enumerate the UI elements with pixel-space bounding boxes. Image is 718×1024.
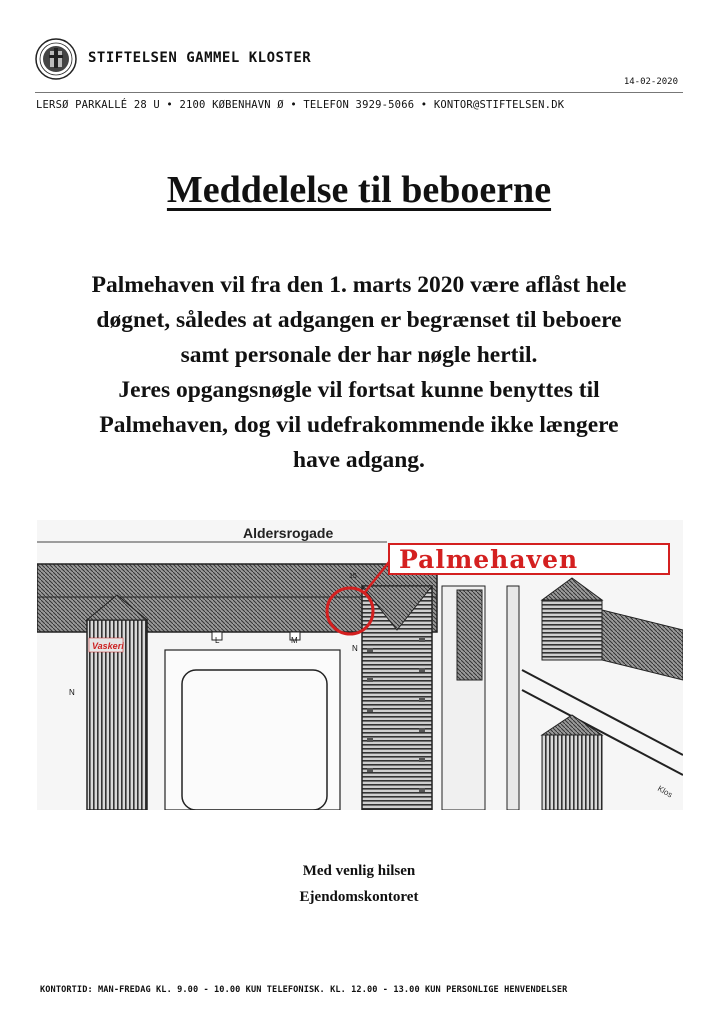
notice-line: Jeres opgangsnøgle vil fortsat kunne benyttes til — [118, 377, 600, 403]
map-letter-l: L — [215, 636, 220, 645]
map-letter-n-left: N — [69, 688, 75, 697]
seal-logo-icon — [35, 38, 77, 80]
organization-name: STIFTELSEN GAMMEL KLOSTER — [88, 50, 312, 66]
notice-line: have adgang. — [293, 447, 425, 473]
notice-body — [20, 268, 698, 478]
notice-line: døgnet, således at adgangen er begrænset til beboere — [96, 307, 622, 333]
notice-line: Palmehaven, dog vil udefrakommende ikke længere — [99, 412, 619, 438]
notice-title: Meddelelse til beboerne — [166, 169, 552, 211]
organization-address: LERSØ PARKALLÉ 28 U • 2100 KØBENHAVN Ø • TELEFON 3929-5066 • KONTOR@STIFTELSEN.DK — [36, 99, 565, 111]
map-corner-label: Klos — [656, 783, 674, 800]
site-map — [37, 520, 683, 810]
header-divider — [35, 92, 683, 93]
notice-line: samt personale der har nøgle hertil. — [180, 342, 538, 368]
map-letter-n: N — [352, 644, 358, 653]
closing-signature: Ejendomskontoret — [299, 889, 419, 905]
office-hours-footer: KONTORTID: MAN-FREDAG KL. 9.00 - 10.00 KUN TELEFONISK. KL. 12.00 - 13.00 KUN PERSONLIGE HENVENDELSER — [40, 985, 568, 995]
vaskeri-label: Vaskeri — [92, 641, 124, 651]
map-number-label: 15 — [349, 573, 357, 580]
document-date: 14-02-2020 — [623, 77, 678, 87]
street-label: Aldersrogade — [243, 525, 334, 541]
closing-greeting: Med venlig hilsen — [302, 863, 416, 879]
closing — [0, 858, 718, 910]
notice-line: Palmehaven vil fra den 1. marts 2020 være aflåst hele — [91, 272, 627, 298]
map-letter-m: M — [291, 636, 298, 645]
palmehaven-label: Palmehaven — [399, 545, 579, 574]
